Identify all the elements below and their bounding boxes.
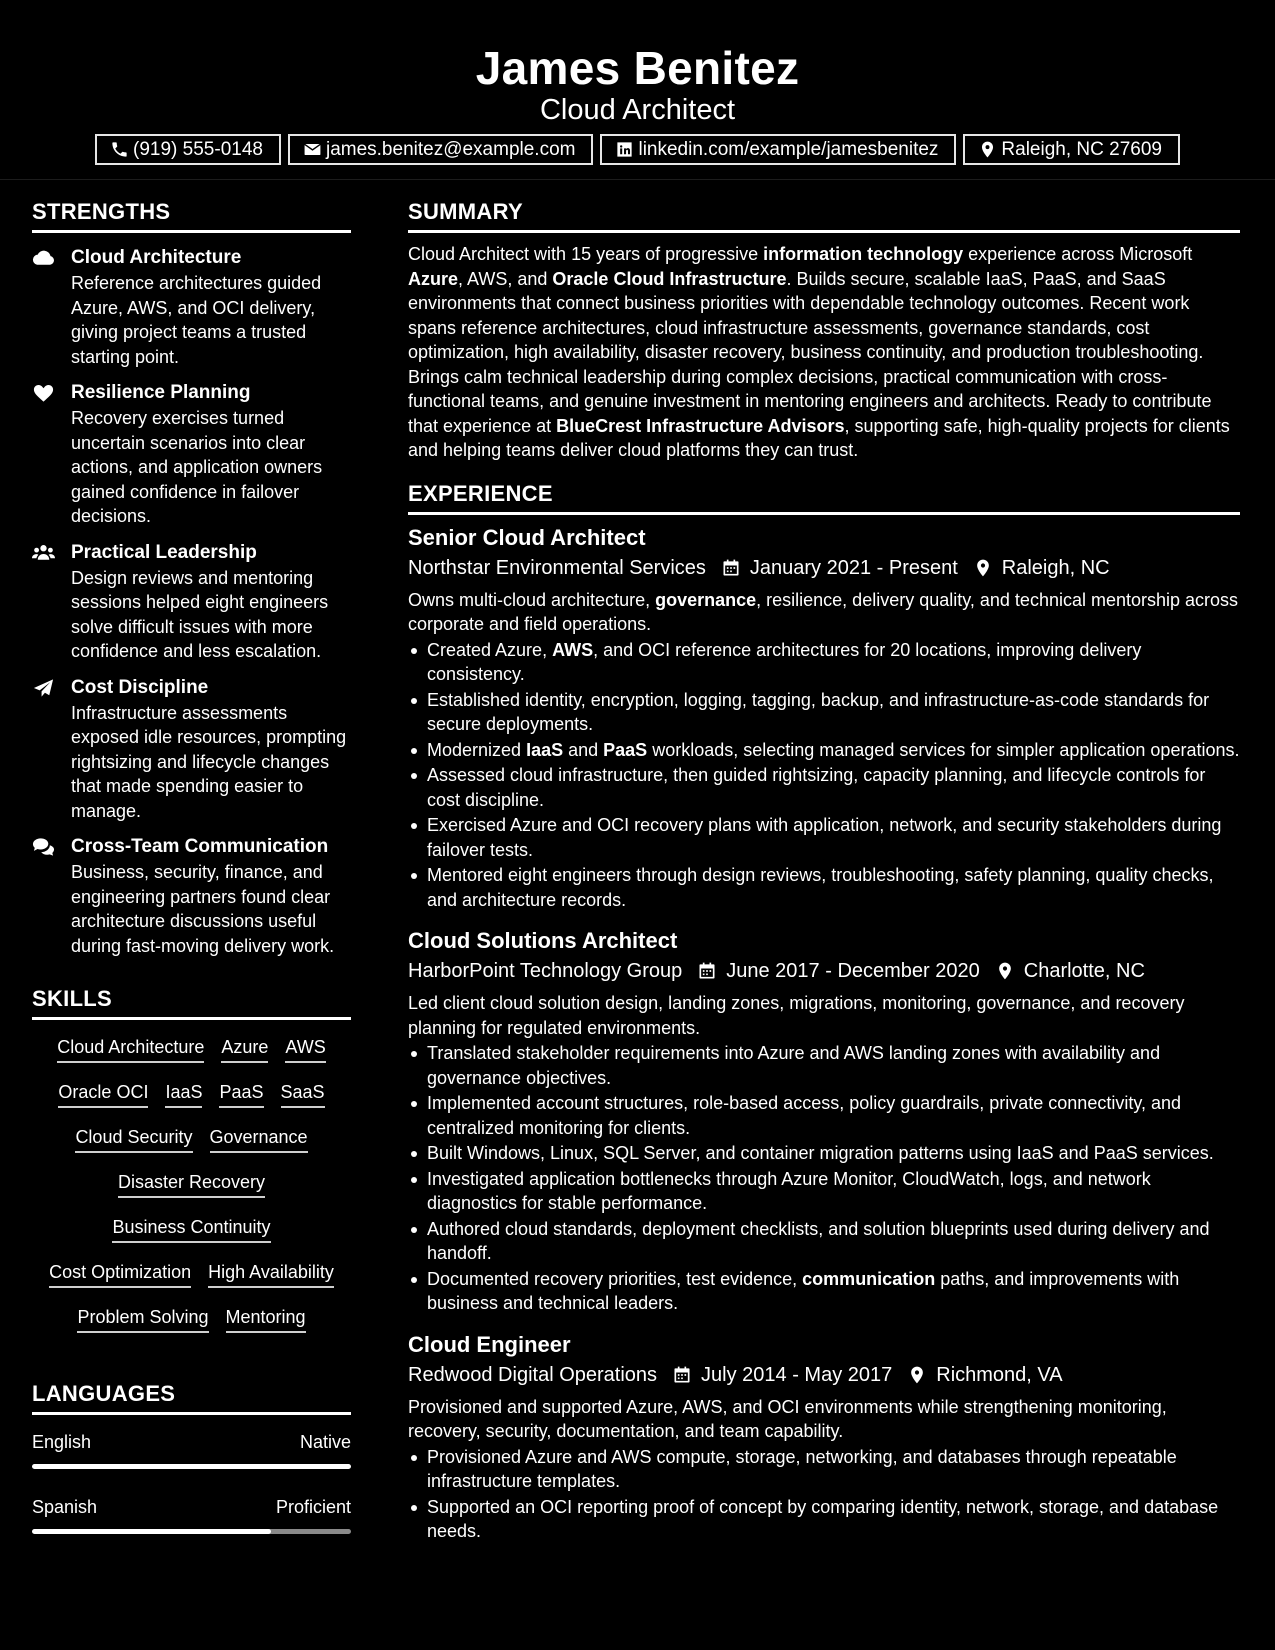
- language-proficiency-bar: [32, 1464, 351, 1469]
- skill-tag: Azure: [221, 1034, 268, 1063]
- linkedin-icon: [615, 140, 634, 159]
- job-bullet: Translated stakeholder requirements into Azure and AWS landing zones with availability and governance objectives.: [408, 1041, 1240, 1090]
- job-bullet: Assessed cloud infrastructure, then guided rightsizing, capacity planning, and lifecycle controls for cost discipline.: [408, 763, 1240, 812]
- job-entry: [408, 523, 1240, 913]
- job-company: Northstar Environmental Services: [408, 556, 706, 579]
- skill-tag: AWS: [285, 1034, 325, 1063]
- job-meta: [408, 957, 1240, 985]
- job-bullet: Modernized IaaS and PaaS workloads, selecting managed services for simpler application operations.: [408, 738, 1240, 763]
- strength-description: Business, security, finance, and engineering partners found clear architecture discussions useful during fast-moving delivery work.: [71, 862, 335, 956]
- skill-tag: Business Continuity: [112, 1214, 270, 1243]
- strengths-heading: STRENGTHS: [32, 198, 351, 233]
- paper-plane-icon: [32, 678, 55, 698]
- job-bullet: Authored cloud standards, deployment checklists, and solution blueprints used during delivery and handoff.: [408, 1217, 1240, 1266]
- job-location: Raleigh, NC: [1001, 556, 1110, 579]
- skill-tag: Governance: [210, 1124, 308, 1153]
- language-proficiency-fill: [32, 1529, 271, 1534]
- calendar-icon: [697, 961, 717, 981]
- comments-icon: [32, 837, 55, 857]
- map-pin-icon: [995, 961, 1015, 981]
- skill-tag: IaaS: [165, 1079, 202, 1108]
- job-bullet: Built Windows, Linux, SQL Server, and container migration patterns using IaaS and PaaS services.: [408, 1141, 1240, 1166]
- strength-item: [32, 834, 351, 958]
- experience-heading: EXPERIENCE: [408, 480, 1240, 515]
- job-entry: [408, 1330, 1240, 1544]
- languages-list: [32, 1430, 351, 1534]
- strength-item: [32, 675, 351, 824]
- skill-row: [32, 1079, 351, 1124]
- users-icon: [32, 543, 55, 563]
- language-level: Proficient: [275, 1497, 351, 1517]
- job-location: Richmond, VA: [936, 1363, 1063, 1386]
- job-bullet: Supported an OCI reporting proof of concept by comparing identity, network, storage, and database needs.: [408, 1495, 1240, 1544]
- job-bullet: Established identity, encryption, logging, tagging, backup, and infrastructure-as-code standards for secure deployments.: [408, 688, 1240, 737]
- skill-row: [32, 1169, 351, 1214]
- strength-item: [32, 245, 351, 369]
- strength-title: Resilience Planning: [71, 382, 251, 403]
- calendar-icon: [721, 558, 741, 578]
- calendar-icon: [672, 1365, 692, 1385]
- job-location: Charlotte, NC: [1023, 960, 1145, 982]
- language-name: English: [32, 1432, 92, 1452]
- strength-item: [32, 380, 351, 529]
- language-level: Native: [299, 1432, 351, 1452]
- contact-bar: [0, 134, 1275, 165]
- job-bullets: [408, 1041, 1240, 1316]
- skill-tag: Cloud Security: [75, 1124, 192, 1153]
- strengths-list: [32, 245, 351, 958]
- strength-title: Cost Discipline: [71, 676, 209, 698]
- job-bullets: [408, 1445, 1240, 1544]
- strength-title: Cross-Team Communication: [71, 836, 329, 857]
- experience-list: [408, 523, 1240, 1544]
- strength-title: Practical Leadership: [71, 541, 257, 563]
- contact-linkedin[interactable]: [600, 134, 956, 165]
- job-dates: June 2017 - December 2020: [726, 960, 980, 982]
- job-bullet: Documented recovery priorities, test evidence, communication paths, and improvements with business and technical leaders.: [408, 1267, 1240, 1316]
- language-item: [32, 1430, 351, 1469]
- language-proficiency-bar: [32, 1529, 351, 1534]
- skill-tag: Cost Optimization: [49, 1259, 191, 1288]
- job-entry: [408, 926, 1240, 1316]
- skill-row: [32, 1214, 351, 1259]
- resume-header: [0, 0, 1275, 180]
- envelope-icon: [303, 140, 322, 159]
- job-dates: July 2014 - May 2017: [701, 1363, 893, 1386]
- job-company: HarborPoint Technology Group: [408, 960, 683, 982]
- job-meta: [408, 1361, 1240, 1389]
- strength-description: Reference architectures guided Azure, AWS, and OCI delivery, giving project teams a trusted starting point.: [71, 273, 322, 367]
- strength-title: Cloud Architecture: [71, 247, 242, 268]
- skill-row: [32, 1034, 351, 1079]
- job-dates: January 2021 - Present: [749, 556, 958, 579]
- skill-tag: Problem Solving: [77, 1304, 208, 1333]
- phone-icon: [110, 140, 129, 159]
- skill-tag: Disaster Recovery: [118, 1169, 265, 1198]
- sidebar: [32, 198, 351, 1560]
- heart-icon: [32, 383, 55, 403]
- skills-list: [32, 1034, 351, 1349]
- job-bullet: Provisioned Azure and AWS compute, storage, networking, and databases through repeatable infrastructure templates.: [408, 1445, 1240, 1494]
- strength-description: Infrastructure assessments exposed idle resources, prompting rightsizing and lifecycle changes that made spending easier to manage.: [71, 702, 347, 821]
- language-item: [32, 1495, 351, 1534]
- job-bullet: Investigated application bottlenecks through Azure Monitor, CloudWatch, logs, and network diagnostics for stable performance.: [408, 1167, 1240, 1216]
- strength-item: [32, 540, 351, 664]
- skill-tag: Oracle OCI: [58, 1079, 148, 1108]
- skill-row: [32, 1124, 351, 1169]
- contact-location-text: Raleigh, NC 27609: [1001, 139, 1162, 160]
- languages-heading: LANGUAGES: [32, 1380, 351, 1415]
- contact-phone-text: (919) 555-0148: [133, 139, 263, 160]
- skills-heading: SKILLS: [32, 985, 351, 1020]
- strength-description: Design reviews and mentoring sessions helped eight engineers solve difficult issues with more confidence and less escalation.: [71, 567, 329, 661]
- map-pin-icon: [978, 140, 997, 159]
- job-bullet: Implemented account structures, role-based access, policy guardrails, private connectivity, and centralized monitoring for clients.: [408, 1091, 1240, 1140]
- language-name: Spanish: [32, 1497, 98, 1517]
- job-company: Redwood Digital Operations: [408, 1363, 658, 1386]
- skill-tag: PaaS: [219, 1079, 263, 1108]
- job-description: Led client cloud solution design, landing zones, migrations, monitoring, governance, and recovery planning for regulated environments.: [408, 993, 1185, 1038]
- strength-description: Recovery exercises turned uncertain scenarios into clear actions, and application owners gained confidence in failover decisions.: [71, 408, 323, 526]
- contact-linkedin-text: linkedin.com/example/jamesbenitez: [638, 139, 939, 160]
- job-description: Owns multi-cloud architecture, governance, resilience, delivery quality, and technical mentorship across corporate and field operations.: [408, 589, 1239, 634]
- cloud-icon: [32, 248, 55, 268]
- contact-location: [963, 134, 1180, 165]
- summary-text: Cloud Architect with 15 years of progressive information technology experience across Microsoft Azure, AWS, and Oracle Cloud Infrastructure. Builds secure, scalable IaaS, PaaS, and SaaS environments that connect business priorities with dependable technology outcomes. Recent work spans reference architectures, cloud infrastructure assessments, governance standards, cost optimization, high availability, disaster recovery, business continuity, and production troubleshooting. Brings calm technical leadership during complex decisions, practical communication with cross-functional teams, and genuine investment in mentoring engineers and architects. Ready to contribute that experience at BlueCrest Infrastructure Advisors, supporting safe, high-quality projects for clients and helping teams deliver cloud platforms they can trust.: [408, 244, 1230, 460]
- contact-phone[interactable]: [95, 134, 281, 165]
- skill-row: [32, 1259, 351, 1304]
- contact-email-text: james.benitez@example.com: [325, 139, 576, 160]
- language-proficiency-fill: [32, 1464, 351, 1469]
- job-description: Provisioned and supported Azure, AWS, and OCI environments while strengthening monitoring, recovery, security, documentation, and team capability.: [408, 1396, 1167, 1441]
- main-content: [408, 198, 1240, 1545]
- job-bullet: Exercised Azure and OCI recovery plans with application, network, and security stakeholders during failover tests.: [408, 813, 1240, 862]
- job-bullet: Mentored eight engineers through design reviews, troubleshooting, safety planning, quality checks, and architecture records.: [408, 863, 1240, 912]
- summary-heading: SUMMARY: [408, 198, 1240, 233]
- job-title: Senior Cloud Architect: [408, 524, 646, 550]
- skill-row: [32, 1304, 351, 1349]
- job-title: Cloud Engineer: [408, 1331, 571, 1357]
- job-bullet: Created Azure, AWS, and OCI reference architectures for 20 locations, improving delivery consistency.: [408, 638, 1240, 687]
- skill-tag: Mentoring: [226, 1304, 306, 1333]
- job-meta: [408, 554, 1240, 582]
- job-title: Cloud Solutions Architect: [408, 928, 678, 953]
- candidate-headline: Cloud Architect: [539, 94, 736, 126]
- map-pin-icon: [973, 558, 993, 578]
- contact-email[interactable]: [288, 134, 594, 165]
- skill-tag: High Availability: [208, 1259, 334, 1288]
- map-pin-icon: [907, 1365, 927, 1385]
- candidate-name: James Benitez: [475, 42, 800, 94]
- job-bullets: [408, 638, 1240, 913]
- skill-tag: Cloud Architecture: [57, 1034, 204, 1063]
- skill-tag: SaaS: [281, 1079, 325, 1108]
